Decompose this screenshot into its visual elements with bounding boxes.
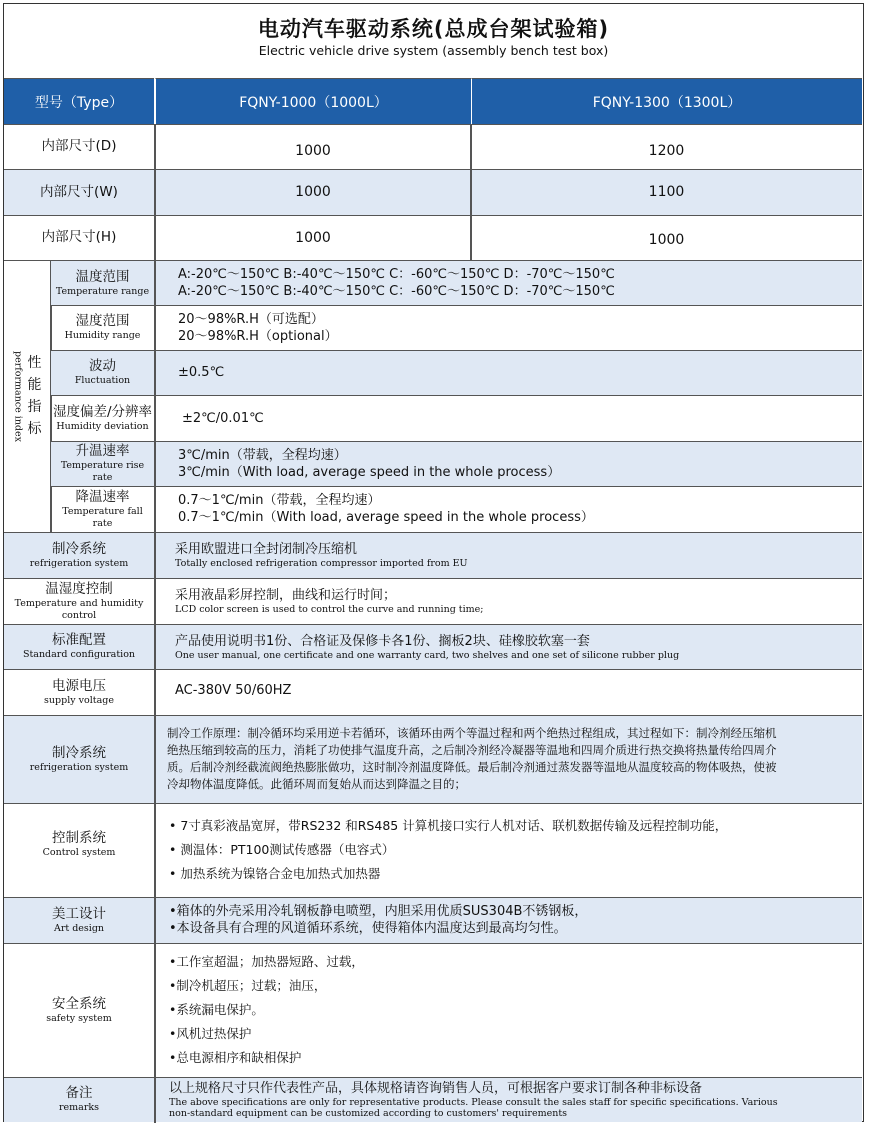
safety-bullet: •制冷机超压；过载；油压， (169, 978, 327, 993)
row-label-zh: 美工设计 (52, 905, 106, 922)
row-label-en: Standard configuration (22, 649, 136, 660)
principle-line: 质。后制冷剂经截流阀绝热膨胀做功，这时制冷剂温度降低。最后制冷剂通过蒸发器等温地从温度较高的物体吸热，使被 (167, 760, 777, 774)
row-label-zh: 制冷系统 (52, 744, 106, 761)
row-label-zh: 电源电压 (52, 677, 106, 694)
row-value-en: Totally enclosed refrigeration compressor imported from EU (175, 558, 468, 569)
perf-label-en: Humidity range (64, 330, 141, 341)
safety-system-row (4, 943, 862, 1077)
principle-line: 绝热压缩到较高的压力，消耗了功使排气温度升高，之后制冷剂经冷凝器等温地和四周介质进行热交换将热量传给四周介 (167, 743, 777, 757)
page-title: 电动汽车驱动系统(总成台架试验箱) (257, 17, 610, 41)
safety-bullet: •工作室超温；加热器短路、过载， (169, 954, 364, 969)
row-label-zh: 标准配置 (52, 632, 106, 648)
row-label-en: remarks (58, 1102, 99, 1113)
dim-row-w (4, 169, 862, 215)
perf-value: 20～98%R.H（可选配） (178, 311, 324, 327)
row-value: AC-380V 50/60HZ (175, 682, 292, 698)
standard-config-row (4, 624, 862, 669)
remarks-zh: 以上规格尺寸只作代表性产品，具体规格请咨询销售人员，可根据客户要求订制各种非标设备 (169, 1081, 703, 1096)
perf-value: A:-20℃～150℃ B:-40℃～150℃ C：-60℃～150℃ D：-70℃～150℃ (178, 267, 615, 282)
row-value-zh: 采用欧盟进口全封闭制冷压缩机 (175, 542, 358, 557)
dim-value-a: 1000 (295, 142, 331, 159)
row-value-zh: 采用液晶彩屏控制，曲线和运行时间； (175, 588, 397, 603)
type-header: 型号（Type） (4, 78, 154, 124)
perf-label-zh: 湿度范围 (75, 313, 130, 329)
art-bullet: •箱体的外壳采用冷轧钢板静电喷塑，内胆采用优质SUS304B不锈钢板， (169, 904, 588, 919)
row-label-zh: 备注 (65, 1085, 93, 1101)
row-label-zh: 控制系统 (52, 829, 106, 846)
perf-value: 20～98%R.H（optional） (178, 328, 338, 344)
dim-value-a: 1000 (295, 184, 331, 200)
performance-side-label (4, 261, 50, 531)
perf-value: 0.7～1℃/min（With load, average speed in the whole process） (178, 510, 594, 525)
row-label-en: refrigeration system (29, 557, 129, 569)
control-bullet: • 加热系统为镍铬合金电加热式加热器 (169, 866, 381, 881)
perf-label-zh: 降温速率 (75, 488, 130, 505)
perf-value: 3℃/min（With load, average speed in the whole process） (178, 464, 561, 480)
dim-label: 内部尺寸(W) (40, 183, 118, 200)
row-label-zh: 安全系统 (52, 995, 106, 1012)
performance-en: performance index (12, 350, 24, 442)
perf-label-zh: 湿度偏差/分辨率 (52, 403, 153, 420)
row-label-en: Temperature and humidity control (14, 597, 144, 621)
dim-label: 内部尺寸(H) (41, 229, 117, 245)
perf-value: ±0.5℃ (178, 365, 225, 380)
perf-value: 3℃/min（带载，全程均速） (178, 447, 347, 463)
refrigeration-principle-row (4, 715, 862, 803)
perf-char: 标 (27, 421, 42, 437)
perf-row-fluctuation (51, 350, 862, 395)
dim-value-b: 1000 (648, 231, 685, 248)
perf-value: ±2℃/0.01℃ (182, 410, 264, 426)
row-label-en: Control system (42, 846, 116, 858)
perf-label-en: Temperature fall rate (62, 505, 143, 529)
temp-humidity-control-row (4, 578, 862, 624)
art-bullet: •本设备具有合理的风道循环系统，使得箱体内温度达到最高均匀性。 (169, 921, 567, 936)
art-design-row (4, 897, 862, 943)
perf-row-humidity (51, 305, 862, 350)
perf-char: 性 (27, 355, 42, 371)
remarks-row (4, 1077, 862, 1122)
dim-row-h (4, 215, 862, 260)
supply-voltage-row (4, 669, 862, 715)
row-label-en: refrigeration system (29, 761, 129, 773)
row-label-zh: 温湿度控制 (45, 580, 113, 597)
perf-row-temp (51, 261, 862, 305)
perf-label-zh: 波动 (89, 358, 116, 374)
perf-value: A:-20℃～150℃ B:-40℃～150℃ C：-60℃～150℃ D：-70℃～150℃ (178, 284, 615, 299)
row-label-zh: 制冷系统 (52, 540, 106, 557)
perf-value: 0.7～1℃/min（带载，全程均速） (178, 493, 381, 508)
dim-value-b: 1200 (648, 142, 685, 159)
perf-label-zh: 升温速率 (75, 443, 130, 459)
remarks-en: non-standard equipment can be customized according to customers' requirements (169, 1108, 568, 1119)
row-label-en: safety system (46, 1012, 112, 1024)
perf-row-fall (51, 486, 862, 532)
control-bullet: • 测温体：PT100测试传感器（电容式） (169, 842, 395, 857)
model-b-header: FQNY-1300（1300L） (471, 78, 862, 124)
perf-label-en: Temperature range (55, 285, 150, 297)
control-system-row (4, 803, 862, 897)
model-a-header: FQNY-1000（1000L） (155, 78, 471, 124)
dim-row-d (4, 124, 862, 169)
spec-sheet (3, 3, 864, 1122)
remarks-en: The above specifications are only for representative products. Please consult the sales staff for specific specifications. Various (169, 1097, 778, 1108)
dim-value-a: 1000 (295, 229, 331, 246)
perf-char: 指 (27, 399, 42, 415)
dim-value-b: 1100 (648, 184, 685, 200)
row-value-en: LCD color screen is used to control the curve and running time; (175, 604, 484, 615)
dim-label: 内部尺寸(D) (41, 138, 117, 154)
principle-line: 冷却物体温度降低。此循环周而复始从而达到降温之目的； (167, 777, 466, 791)
perf-label-zh: 温度范围 (75, 268, 130, 285)
page-subtitle: Electric vehicle drive system (assembly bench test box) (258, 43, 609, 58)
row-label-en: Art design (53, 922, 105, 934)
safety-bullet: •总电源相序和缺相保护 (169, 1050, 302, 1065)
perf-row-deviation (51, 395, 862, 441)
perf-label-en: Fluctuation (74, 375, 131, 386)
principle-line: 制冷工作原理：制冷循环均采用逆卡若循环，该循环由两个等温过程和两个绝热过程组成，其过程如下：制冷剂经压缩机 (167, 726, 777, 740)
row-value-en: One user manual, one certificate and one warranty card, two shelves and one set of silicone rubber plug (175, 649, 680, 661)
refrigeration-row (4, 532, 862, 578)
perf-label-en: Temperature rise rate (60, 460, 145, 483)
row-value-zh: 产品使用说明书1份、合格证及保修卡各1份、搁板2块、硅橡胶软塞一套 (175, 633, 590, 649)
safety-bullet: •系统漏电保护。 (169, 1002, 264, 1017)
control-bullet: • 7寸真彩液晶宽屏，带RS232 和RS485 计算机接口实行人机对话、联机数据传输及远程控制功能， (169, 818, 728, 833)
perf-label-en: Humidity deviation (56, 420, 149, 432)
perf-char: 能 (27, 377, 42, 393)
row-label-en: supply voltage (44, 694, 114, 706)
safety-bullet: •风机过热保护 (169, 1026, 252, 1041)
perf-row-rise (51, 441, 862, 486)
